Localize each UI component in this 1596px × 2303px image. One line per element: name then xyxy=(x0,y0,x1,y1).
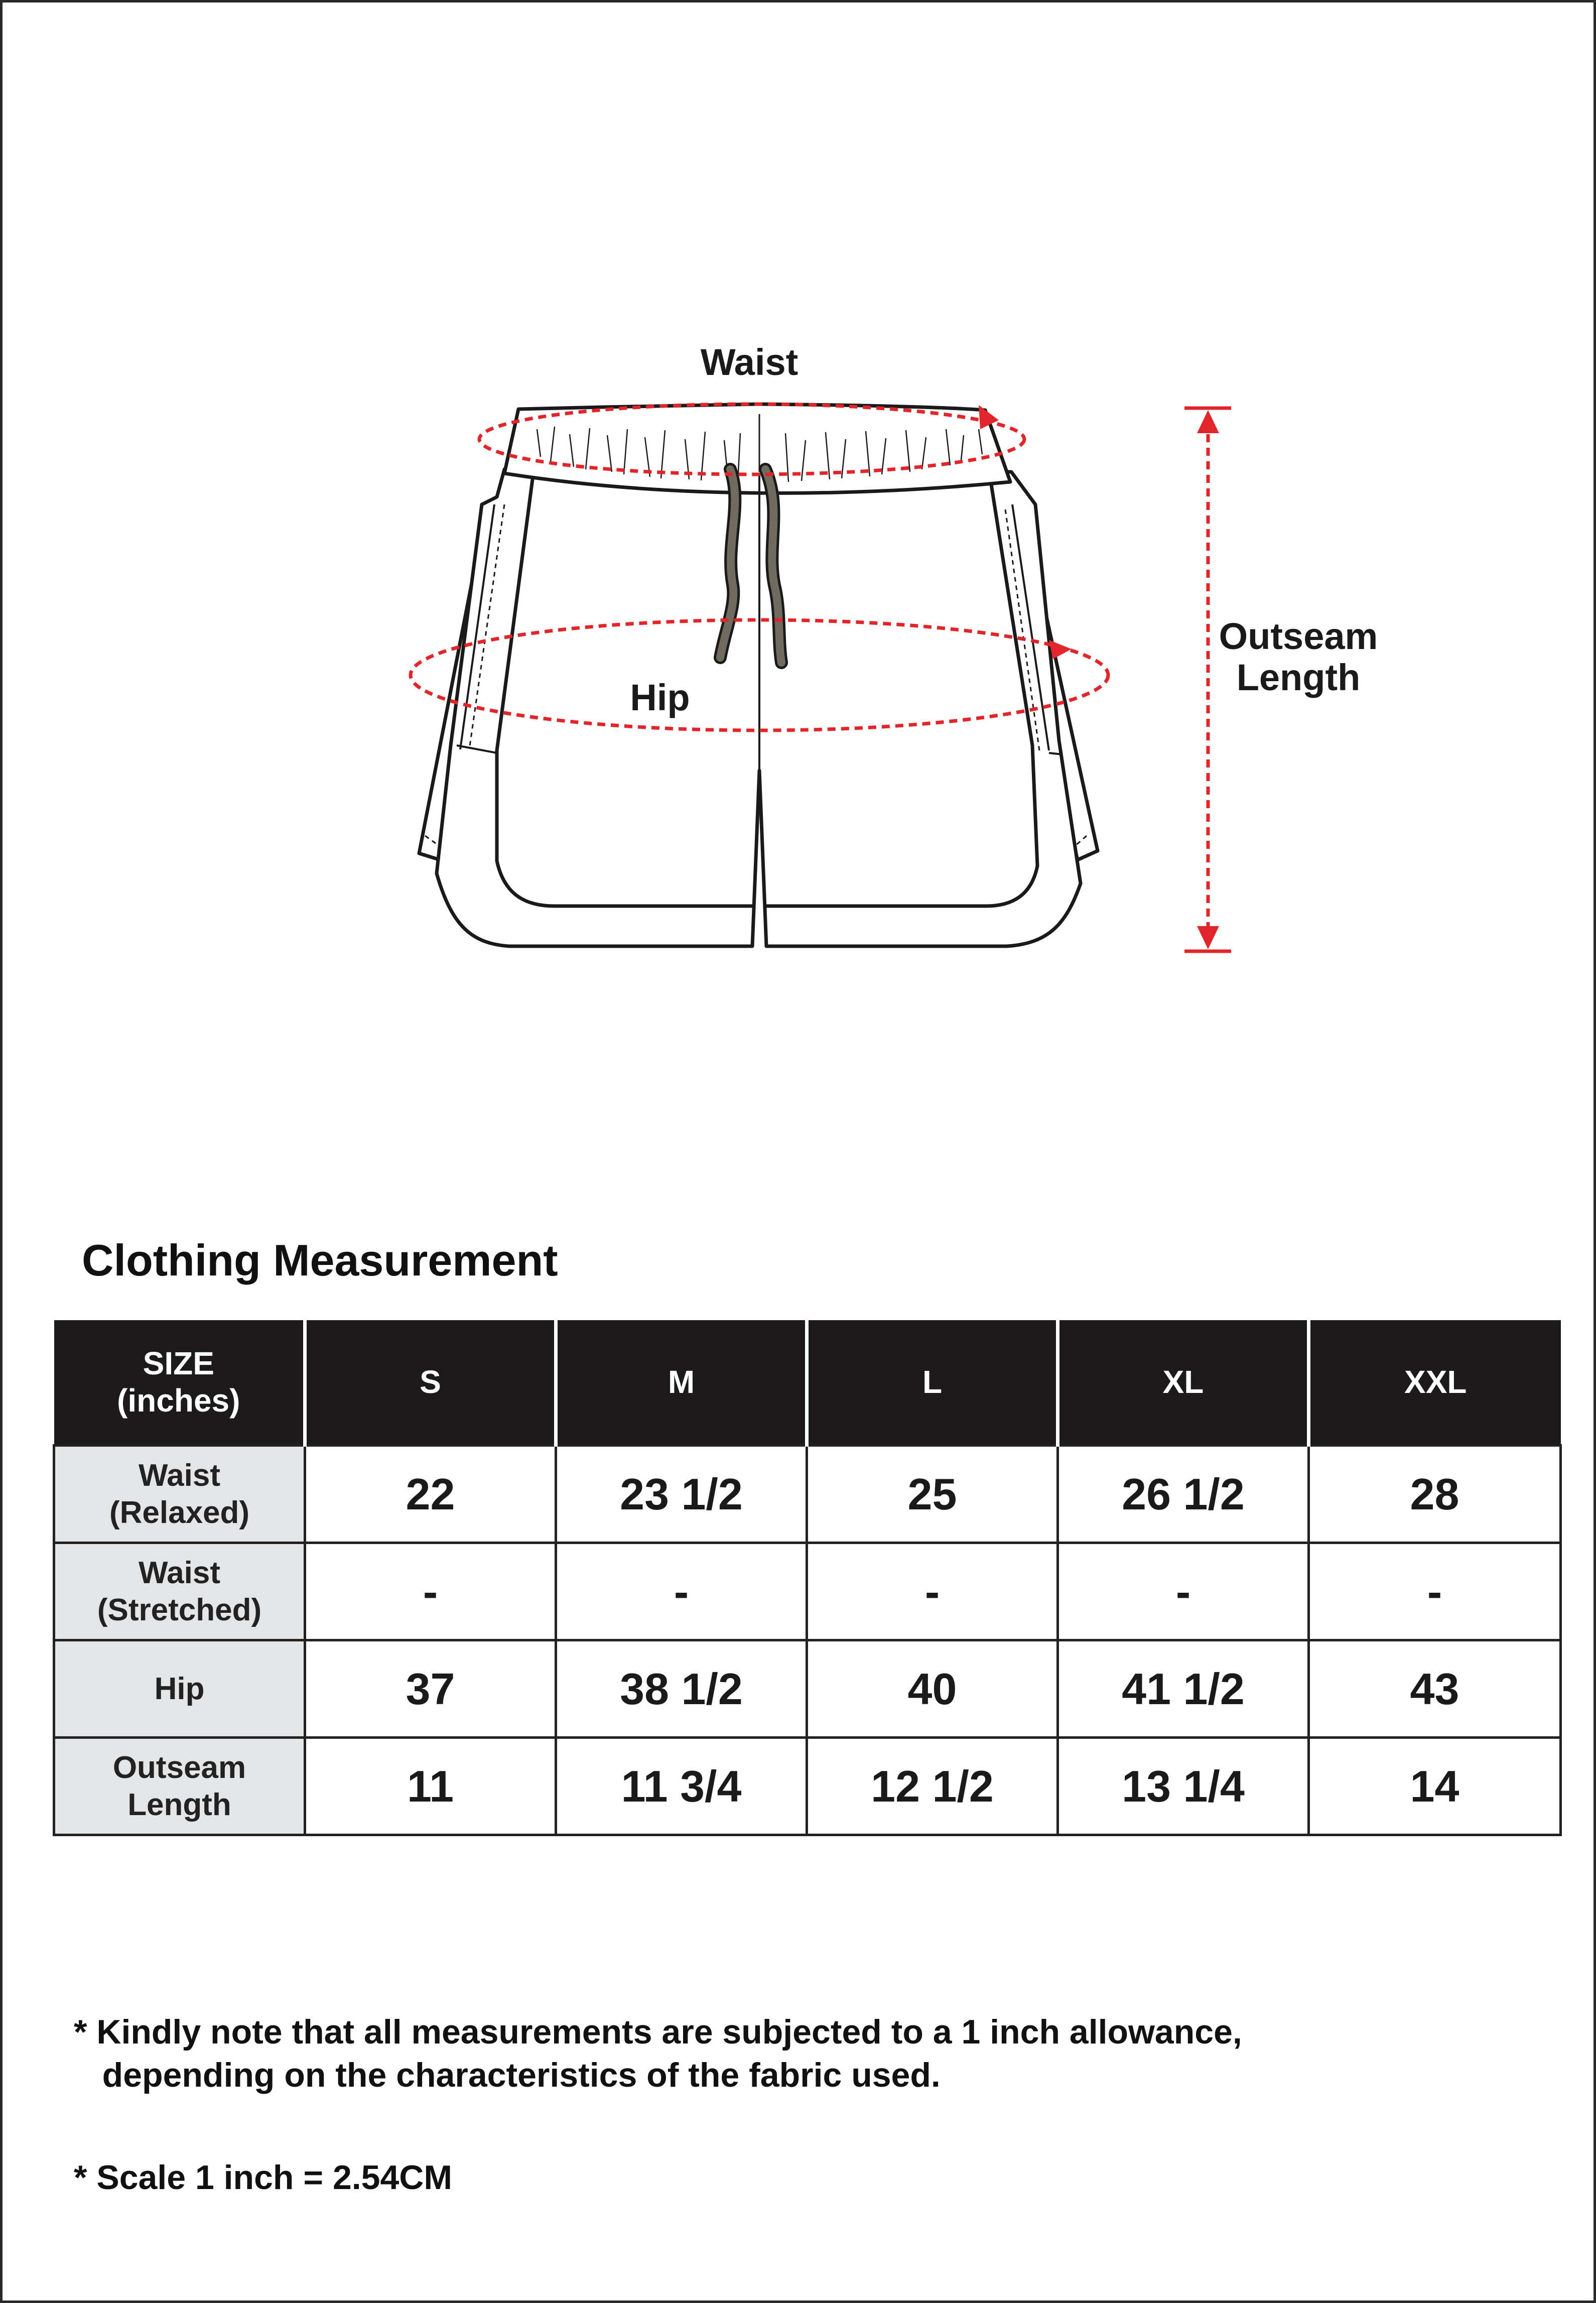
table-row xyxy=(54,1640,1561,1738)
table-cell: 11 3/4 xyxy=(556,1738,807,1835)
table-row xyxy=(54,1738,1561,1835)
table-cell: 26 1/2 xyxy=(1058,1446,1309,1543)
row-label-line1: Waist xyxy=(138,1458,221,1493)
header-corner-line2: (inches) xyxy=(117,1382,240,1419)
table-cell: 40 xyxy=(807,1640,1058,1738)
outseam-label-line2: Length xyxy=(1236,657,1361,698)
header-size-s: S xyxy=(305,1320,556,1446)
row-label-waist-stretched xyxy=(54,1543,305,1640)
header-size-l: L xyxy=(807,1320,1058,1446)
row-label-line2: (Stretched) xyxy=(97,1592,262,1627)
table-cell: - xyxy=(1058,1543,1309,1640)
outseam-label-line1: Outseam xyxy=(1219,615,1378,657)
table-cell: - xyxy=(556,1543,807,1640)
waistband xyxy=(504,404,1010,493)
row-label-line1: Hip xyxy=(154,1671,205,1706)
table-cell: 38 1/2 xyxy=(556,1640,807,1738)
chart-title: Clothing Measurement xyxy=(82,1235,558,1285)
header-corner-line1: SIZE xyxy=(143,1345,214,1381)
table-cell: - xyxy=(1309,1543,1561,1640)
header-size-xl: XL xyxy=(1058,1320,1309,1446)
hip-label: Hip xyxy=(630,677,690,718)
arrow-up-icon xyxy=(1197,410,1219,433)
row-label-outseam-length xyxy=(54,1738,305,1835)
allowance-note: * Kindly note that all measurements are subjected to a 1 inch allowance, depending on the characteristics of the fabric used. xyxy=(74,2013,1242,2094)
row-label-waist-relaxed xyxy=(54,1446,305,1543)
outseam-dimension xyxy=(1184,408,1231,951)
scale-note: * Scale 1 inch = 2.54CM xyxy=(74,2158,453,2197)
table-row xyxy=(54,1543,1561,1640)
row-label-line1: Outseam xyxy=(112,1750,246,1785)
table-cell: 12 1/2 xyxy=(807,1738,1058,1835)
table-cell: 22 xyxy=(305,1446,556,1543)
table-cell: 43 xyxy=(1309,1640,1561,1738)
table-cell: - xyxy=(807,1543,1058,1640)
table-cell: 11 xyxy=(305,1738,556,1835)
table-cell: 13 1/4 xyxy=(1058,1738,1309,1835)
header-corner xyxy=(54,1320,305,1446)
arrow-down-icon xyxy=(1197,926,1219,949)
shorts-diagram xyxy=(3,3,1596,1006)
table-cell: 41 1/2 xyxy=(1058,1640,1309,1738)
waist-label: Waist xyxy=(700,341,799,383)
size-table xyxy=(53,1320,1562,1836)
row-label-line1: Waist xyxy=(138,1556,221,1591)
table-cell: 37 xyxy=(305,1640,556,1738)
table-cell: - xyxy=(305,1543,556,1640)
table-cell: 23 1/2 xyxy=(556,1446,807,1543)
table-cell: 28 xyxy=(1309,1446,1561,1543)
table-row xyxy=(54,1446,1561,1543)
table-header-row xyxy=(54,1320,1561,1446)
row-label-line2: (Relaxed) xyxy=(109,1495,250,1530)
table-cell: 25 xyxy=(807,1446,1058,1543)
header-size-m: M xyxy=(556,1320,807,1446)
row-label-line2: Length xyxy=(127,1787,231,1822)
header-size-xxl: XXL xyxy=(1309,1320,1561,1446)
row-label-hip xyxy=(54,1640,305,1738)
table-cell: 14 xyxy=(1309,1738,1561,1835)
